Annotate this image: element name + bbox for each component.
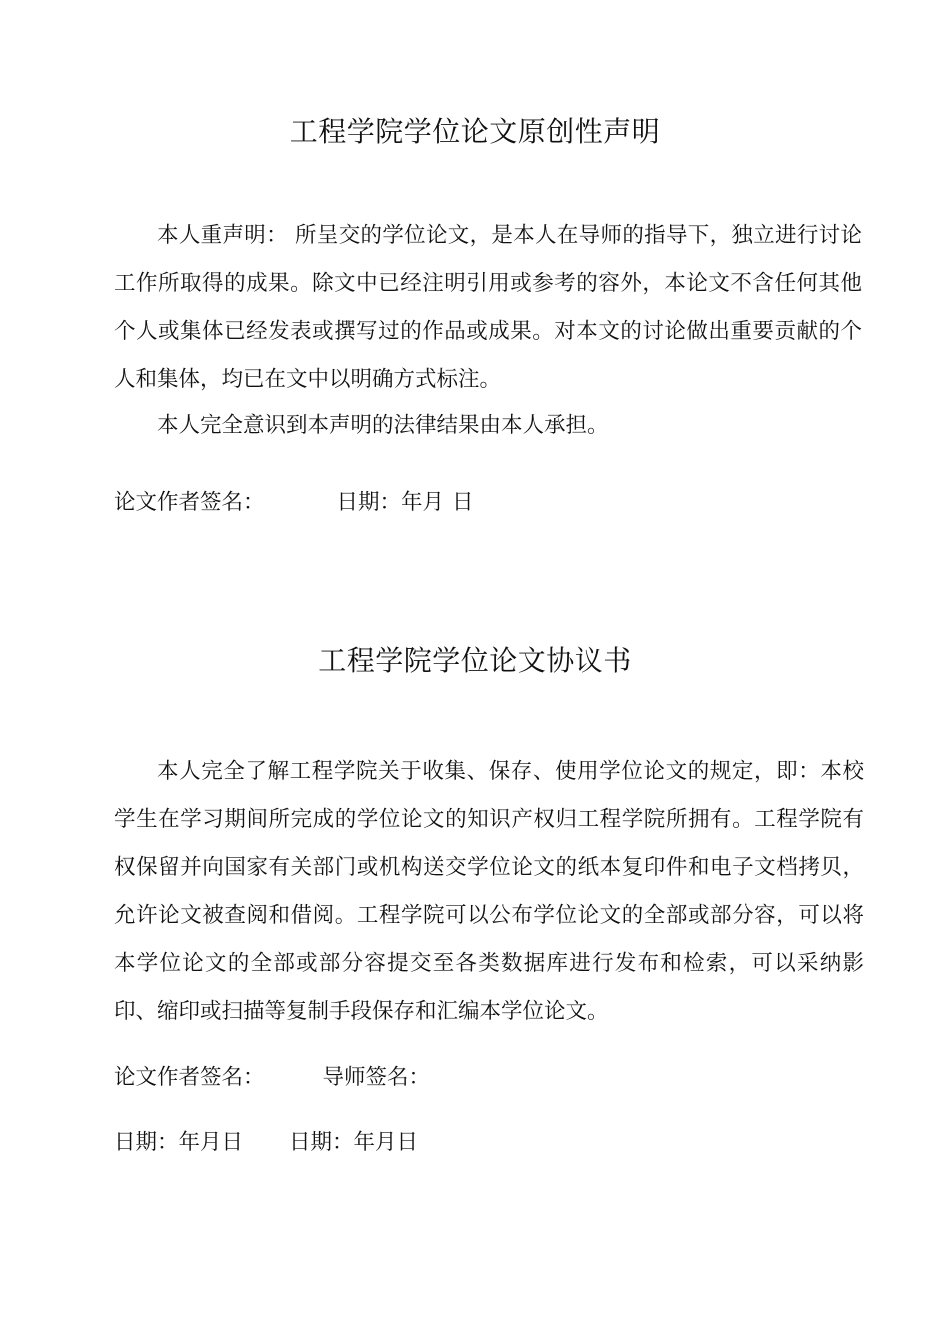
author-signature-label: 论文作者签名： — [114, 1065, 265, 1090]
agreement-signature-row — [114, 1063, 430, 1093]
declaration-title: 工程学院学位论文原创性声明 — [289, 115, 661, 148]
date-label: 日期： — [336, 490, 402, 515]
date-day: 日 — [452, 490, 474, 515]
advisor-date-value: 年月日 — [353, 1130, 419, 1155]
declaration-paragraph-1: 本人重声明： 所呈交的学位论文，是本人在导师的指导下，独立进行讨论工作所取得的成果。除文中已经注明引用或参考的容外，本论文不含任何其他个人或集体已经发表或撰写过的作品或成果。对本文的讨论做出重要贡献的个人和集体，均已在文中以明确方式标注。 — [114, 223, 862, 392]
declaration-paragraph-2: 本人完全意识到本声明的法律结果由本人承担。 — [157, 413, 609, 438]
date-value: 年月 — [401, 490, 445, 515]
agreement-title: 工程学院学位论文协议书 — [318, 644, 632, 677]
author-date-label: 日期： — [114, 1130, 179, 1155]
agreement-paragraph: 本人完全了解工程学院关于收集、保存、使用学位论文的规定，即：本校学生在学习期间所完成的学位论文的知识产权归工程学院所拥有。工程学院有权保留并向国家有关部门或机构送交学位论文的纸本复印件和电子文档拷贝，允许论文被查阅和借阅。工程学院可以公布学位论文的全部或部分容，可以将本学位论文的全部或部分容提交至各类数据库进行发布和检索，可以采纳影印、缩印或扫描等复制手段保存和汇编本学位论文。 — [114, 759, 864, 1024]
advisor-date-label: 日期： — [289, 1130, 354, 1155]
declaration-signature-row — [114, 488, 474, 518]
agreement-date-row — [114, 1128, 418, 1158]
author-date-value: 年月日 — [178, 1130, 244, 1155]
author-signature-label: 论文作者签名： — [114, 490, 265, 515]
advisor-signature-label: 导师签名： — [322, 1065, 431, 1090]
